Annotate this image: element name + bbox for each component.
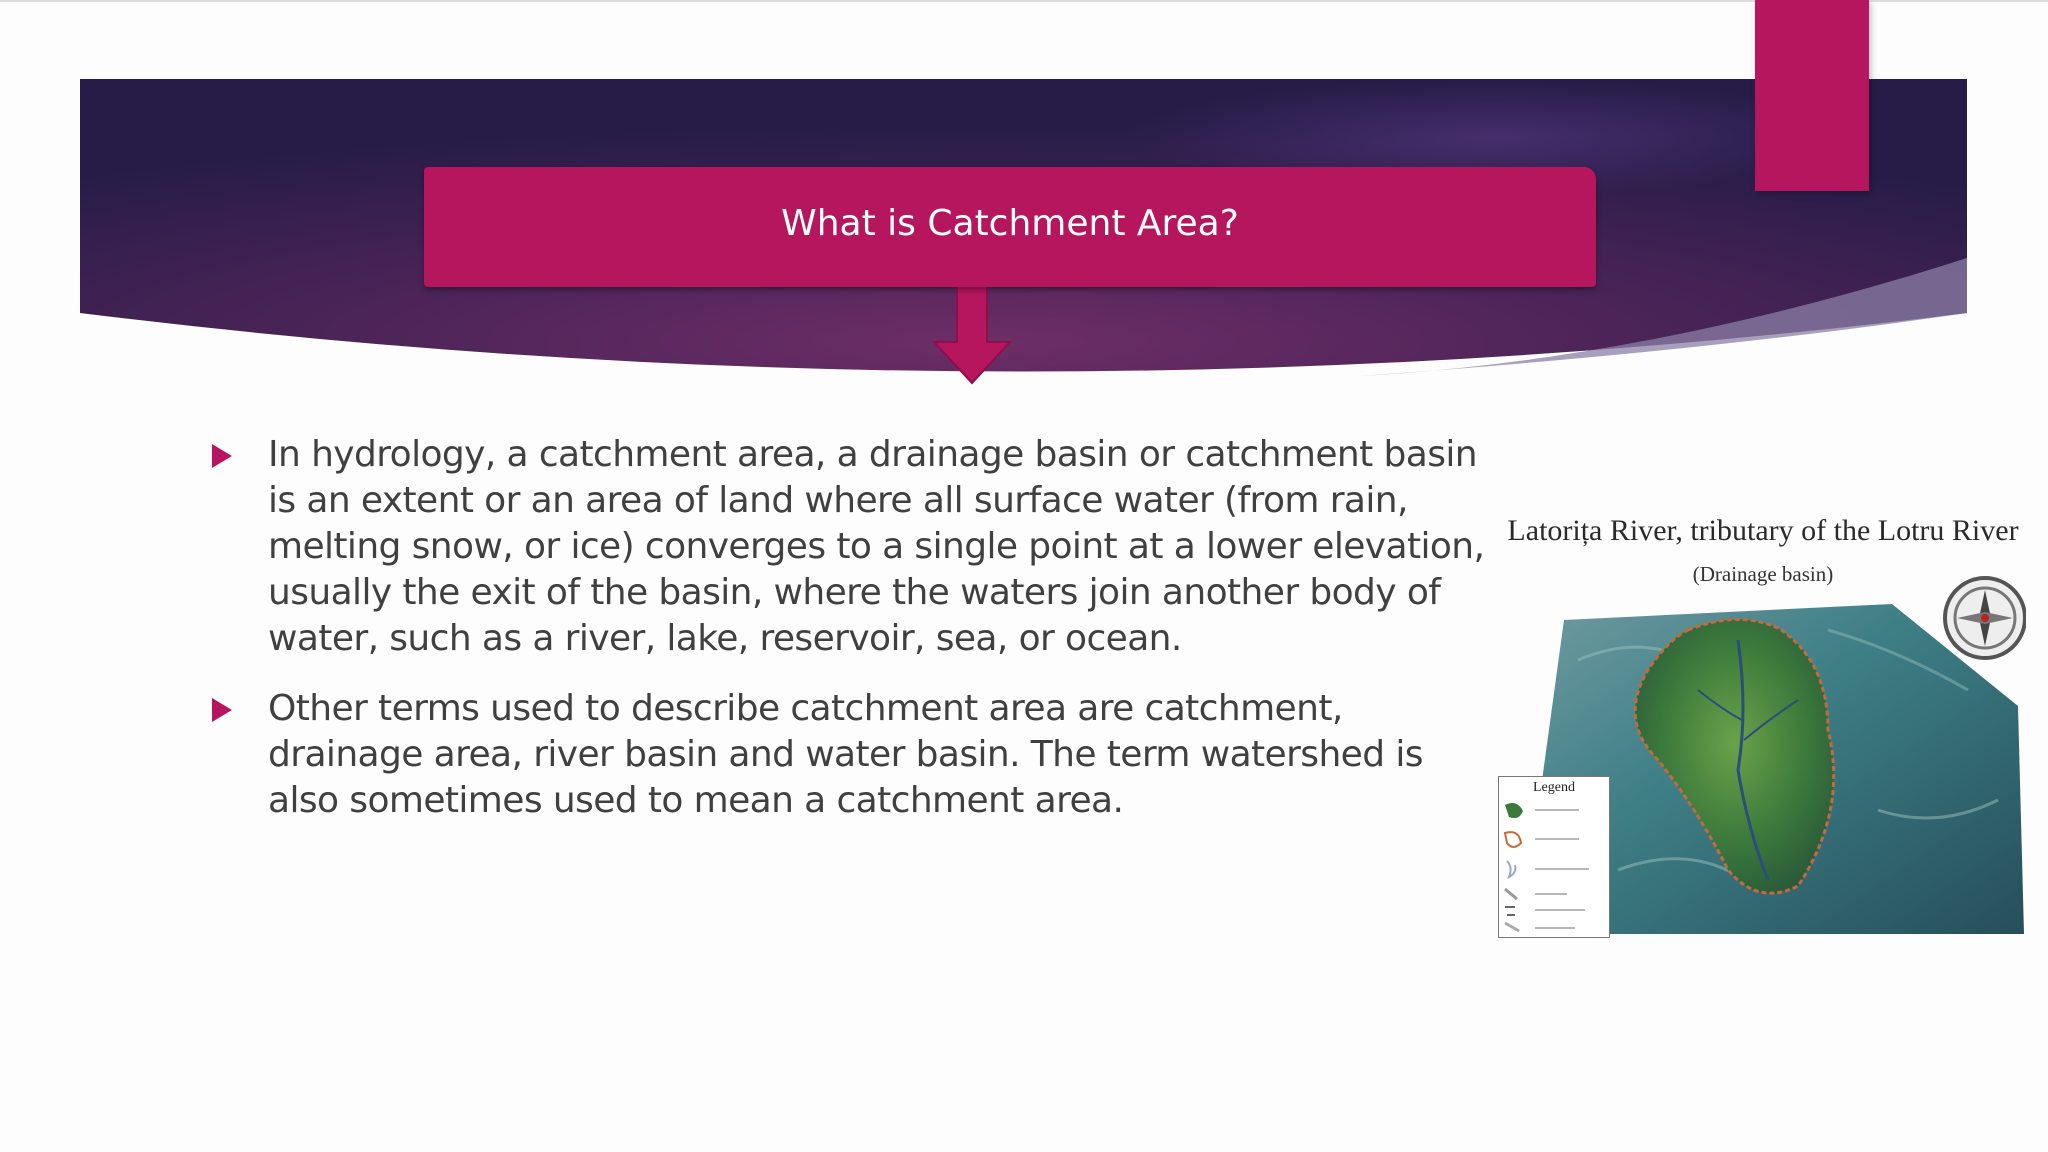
figure-subtitle: (Drainage basin) <box>1692 562 1834 586</box>
drainage-basin-figure <box>1498 510 2026 938</box>
bullet-item <box>208 686 1498 824</box>
bullet-triangle-icon <box>212 698 232 722</box>
slide-title: What is Catchment Area? <box>781 202 1239 244</box>
figure-title: Latorița River, tributary of the Lotru River <box>1507 514 2019 547</box>
bullet-list <box>208 432 1498 848</box>
title-box <box>424 167 1596 287</box>
legend-title: Legend <box>1533 780 1575 795</box>
accent-tab <box>1755 0 1869 191</box>
compass-icon <box>1945 578 2025 658</box>
bullet-text: In hydrology, a catchment area, a drainage basin or catchment basin is an extent or an area of land where all surface water (from rain, melting snow, or ice) converges to a single point at a lower elevation, usually the exit of the basin, where the waters join another body of water, such as a river, lake, reservoir, sea, or ocean. <box>268 434 1485 659</box>
bullet-triangle-icon <box>212 444 232 468</box>
map-legend <box>1498 776 1610 938</box>
bullet-text: Other terms used to describe catchment area are catchment, drainage area, river basin and water basin. The term watershed is also sometimes used to mean a catchment area. <box>268 688 1423 821</box>
bullet-item <box>208 432 1498 662</box>
legend-symbols <box>1499 777 1609 937</box>
